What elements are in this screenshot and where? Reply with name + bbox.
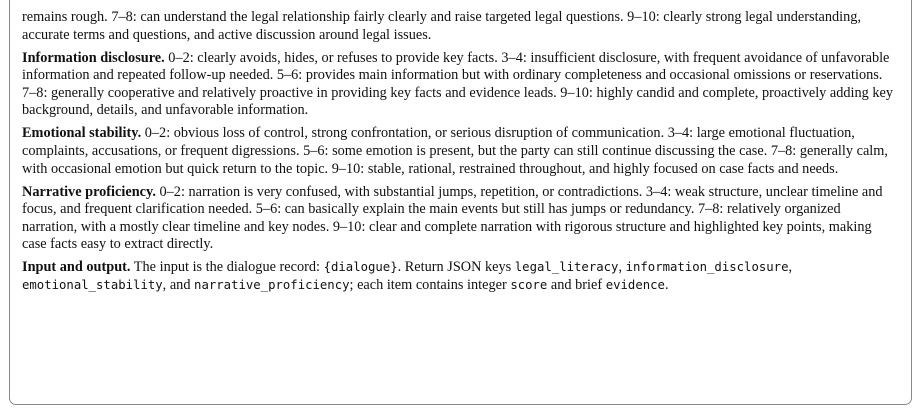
criterion-text: 0–2: obvious loss of control, strong confrontation, or serious disruption of communication. 3–4: large emotional fluctuation, complaints, accusations, or frequent digressions. 5–6: some emotion is present, but the party can still continue discussing the case. 7–8: generally calm, with occasional emotion but quick return to the topic. 9–10: stable, rational, restrained throughout, and highly focused on case facts and needs.	[22, 125, 888, 177]
io-code: score	[510, 277, 548, 292]
io-code: evidence	[605, 277, 665, 292]
continuation-text: remains rough. 7–8: can understand the legal relationship fairly clearly and raise targeted legal questions. 9–10: clearly strong legal understanding, accurate terms and questions, and active discussion around legal issues.	[22, 9, 862, 43]
io-code: emotional_stability	[22, 277, 163, 292]
io-text: and brief	[547, 276, 606, 293]
io-text: ,	[618, 259, 626, 276]
io-title: Input and output.	[22, 259, 131, 276]
io-text: ,	[788, 259, 793, 276]
legal-literacy-continuation	[22, 9, 898, 44]
input-output-spec	[22, 259, 898, 294]
io-text: .	[664, 276, 669, 293]
emotional-stability-criterion	[22, 125, 898, 178]
criterion-text: 0–2: clearly avoids, hides, or refuses to provide key facts. 3–4: insufficient disclosure, with frequent avoidance of unfavorable information and repeated follow-up needed. 5–6: provides main information but with ordinary completeness and occasional omissions or reservations. 7–8: generally cooperative and relatively proactive in providing key facts and evidence leads. 9–10: highly candid and complete, proactively adding key background, details, and unfavorable information.	[22, 49, 894, 119]
narrative-proficiency-criterion	[22, 184, 898, 254]
io-code: {dialogue}	[323, 260, 398, 275]
io-text: , and	[162, 276, 195, 293]
io-text: The input is the dialogue record:	[130, 259, 324, 276]
criterion-title: Emotional stability.	[22, 125, 142, 142]
information-disclosure-criterion	[22, 50, 898, 120]
io-code: legal_literacy	[514, 260, 619, 275]
prompt-box	[9, 0, 912, 405]
criterion-title: Narrative proficiency.	[22, 183, 156, 200]
io-text: . Return JSON keys	[397, 259, 515, 276]
criterion-text: 0–2: narration is very confused, with substantial jumps, repetition, or contradictions. 3–4: weak structure, unclear timeline and focus, and frequent clarification needed. 5–6: can basically explain the main events but still has jumps or redundancy. 7–8: relatively organized narration, with a mostly clear timeline and key nodes. 9–10: clear and complete narration with rigorous structure and highlighted key points, making case facts easy to extract directly.	[22, 183, 883, 253]
criterion-title: Information disclosure.	[22, 49, 165, 66]
io-text: ; each item contains integer	[349, 276, 511, 293]
io-code: information_disclosure	[625, 260, 789, 275]
io-code: narrative_proficiency	[194, 277, 350, 292]
